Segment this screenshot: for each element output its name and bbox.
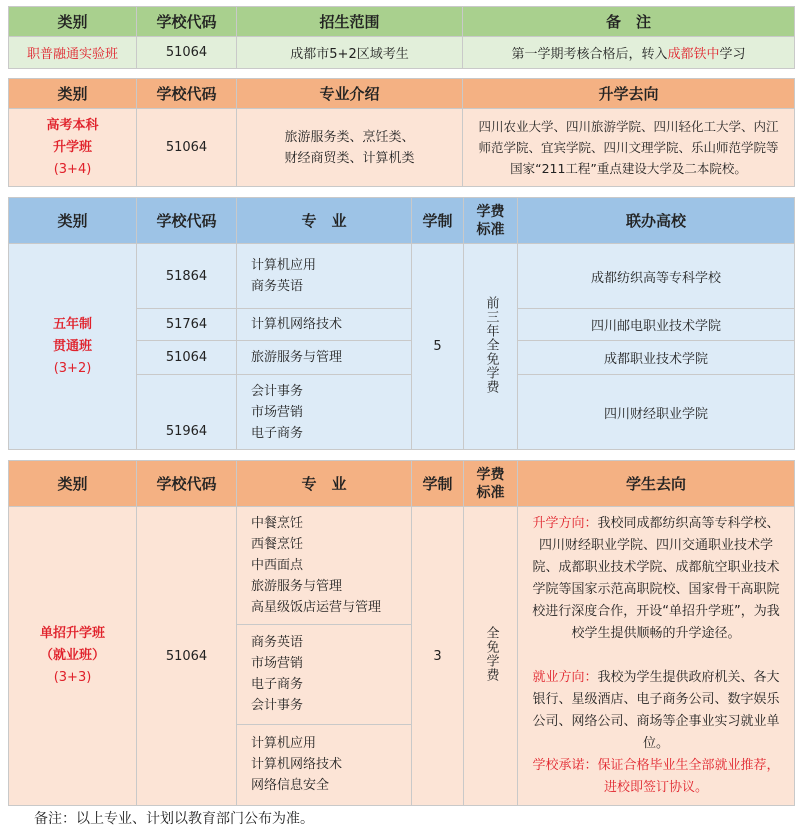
major-line: 旅游服务类、烹饪类、: [284, 129, 415, 145]
fee-text: 前三年全免学费: [483, 295, 499, 394]
note-text-end: 学习: [719, 47, 746, 62]
destination-cell: 四川农业大学、四川旅游学院、四川轻化工大学、内江师范学院、宜宾学院、四川文理学院、乐山师范学院等国家“211工程”重点建设大学及二本院校。: [463, 109, 795, 187]
dest-promise: [528, 755, 784, 799]
major-group: [237, 724, 412, 805]
header-school-code: 学校代码: [137, 461, 237, 507]
major-item: 旅游服务与管理: [251, 578, 343, 594]
major-item: 市场营销: [251, 656, 304, 672]
major-group: [237, 624, 412, 724]
header-years: 学制: [412, 461, 464, 507]
footnote: 备注：以上专业、计划以教育部门公布为准。: [34, 811, 314, 827]
header-school-code: 学校代码: [137, 198, 237, 244]
school-code-cell: 51964: [137, 375, 237, 450]
table-single-enrollment-class: [8, 460, 795, 806]
dest-text: 我校同成都纺织高等专科学校、四川财经职业学院、四川交通职业技术学院、成都职业技术学院、成都航空职业技术学院等国家示范高职院校、国家骨干高职院校进行深度合作，开设“单招升学班”，为我校学生提供顺畅的升学途径。: [532, 516, 780, 641]
category-line: （就业班）: [39, 648, 105, 663]
school-code-cell: 51064: [137, 37, 237, 69]
student-destination-cell: [518, 507, 795, 806]
major-cell: [237, 309, 412, 341]
header-fee: 学费标准: [464, 461, 518, 507]
fee-cell: [464, 244, 518, 450]
category-line: 升学班: [52, 139, 92, 155]
header-note: 备 注: [463, 7, 795, 37]
major-item: 中餐烹饪: [251, 515, 304, 531]
note-highlight: 成都铁中: [667, 47, 720, 62]
category-cell: [9, 507, 137, 806]
category-sub: (3+2): [53, 360, 92, 376]
major-item: 会计事务: [251, 383, 304, 399]
category-line: 高考本科: [46, 117, 99, 133]
major-item: 计算机网络技术: [251, 317, 343, 332]
major-item: 计算机应用: [251, 736, 317, 752]
school-code-cell: 51764: [137, 309, 237, 341]
dest-employment: [528, 667, 784, 755]
major-item: 旅游服务与管理: [251, 350, 343, 365]
note-text: 第一学期考核合格后，转入: [511, 47, 668, 62]
header-major: 专 业: [237, 198, 412, 244]
category-sub: (3+3): [53, 670, 92, 685]
school-code-cell: 51064: [137, 341, 237, 375]
school-code-cell: 51064: [137, 109, 237, 187]
major-item: 计算机网络技术: [251, 757, 343, 773]
dest-further-study: [528, 513, 784, 645]
major-item: 计算机应用: [251, 258, 317, 273]
dest-text: 保证合格毕业生全部就业推荐，进校即签订协议。: [597, 758, 780, 795]
college-cell: 成都纺织高等专科学校: [518, 244, 795, 309]
category-cell: 职普融通实验班: [9, 37, 137, 69]
header-fee: 学费标准: [464, 198, 518, 244]
major-item: 会计事务: [251, 698, 304, 714]
fee-text: 全免学费: [483, 626, 499, 682]
dest-label: 就业方向：: [532, 670, 598, 685]
major-cell: [237, 341, 412, 375]
major-group: [237, 507, 412, 625]
scope-cell: 成都市5+2区域考生: [237, 37, 463, 69]
table-vocational-integration: [8, 6, 795, 69]
header-category: 类别: [9, 198, 137, 244]
header-category: 类别: [9, 7, 137, 37]
college-cell: 成都职业技术学院: [518, 341, 795, 375]
years-cell: 3: [412, 507, 464, 806]
major-item: 电子商务: [251, 677, 304, 693]
note-cell: [463, 37, 795, 69]
header-category: 类别: [9, 461, 137, 507]
category-line: 贯通班: [52, 338, 92, 354]
major-item: 电子商务: [251, 425, 304, 441]
category-line: 单招升学班: [39, 626, 105, 641]
category-cell: [9, 244, 137, 450]
header-school-code: 学校代码: [137, 7, 237, 37]
table-five-year-class: [8, 197, 795, 450]
category-cell: [9, 109, 137, 187]
major-item: 西餐烹饪: [251, 536, 304, 552]
header-college: 联办高校: [518, 198, 795, 244]
major-item: 市场营销: [251, 404, 304, 420]
major-item: 中西面点: [251, 557, 304, 573]
school-code-cell: 51064: [137, 507, 237, 806]
college-cell: 四川邮电职业技术学院: [518, 309, 795, 341]
major-cell: [237, 375, 412, 450]
header-scope: 招生范围: [237, 7, 463, 37]
header-category: 类别: [9, 79, 137, 109]
category-sub: (3+4): [53, 161, 92, 177]
dest-label: 学校承诺：: [532, 758, 598, 773]
dest-label: 升学方向：: [532, 516, 598, 531]
header-years: 学制: [412, 198, 464, 244]
fee-cell: [464, 507, 518, 806]
years-cell: 5: [412, 244, 464, 450]
major-line: 财经商贸类、计算机类: [284, 150, 415, 166]
header-destination: 升学去向: [463, 79, 795, 109]
header-student-destination: 学生去向: [518, 461, 795, 507]
header-major: 专 业: [237, 461, 412, 507]
school-code-cell: 51864: [137, 244, 237, 309]
major-item: 商务英语: [251, 279, 304, 294]
major-item: 高星级饭店运营与管理: [251, 599, 382, 615]
header-school-code: 学校代码: [137, 79, 237, 109]
major-item: 网络信息安全: [251, 778, 330, 794]
header-majors: 专业介绍: [237, 79, 463, 109]
major-item: 商务英语: [251, 635, 304, 651]
dest-text: 我校为学生提供政府机关、各大银行、星级酒店、电子商务公司、数字娱乐公司、网络公司、商场等企事业实习就业单位。: [532, 670, 780, 751]
major-cell: [237, 244, 412, 309]
category-line: 五年制: [52, 316, 92, 332]
table-undergraduate-class: [8, 78, 795, 187]
college-cell: 四川财经职业学院: [518, 375, 795, 450]
majors-cell: [237, 109, 463, 187]
